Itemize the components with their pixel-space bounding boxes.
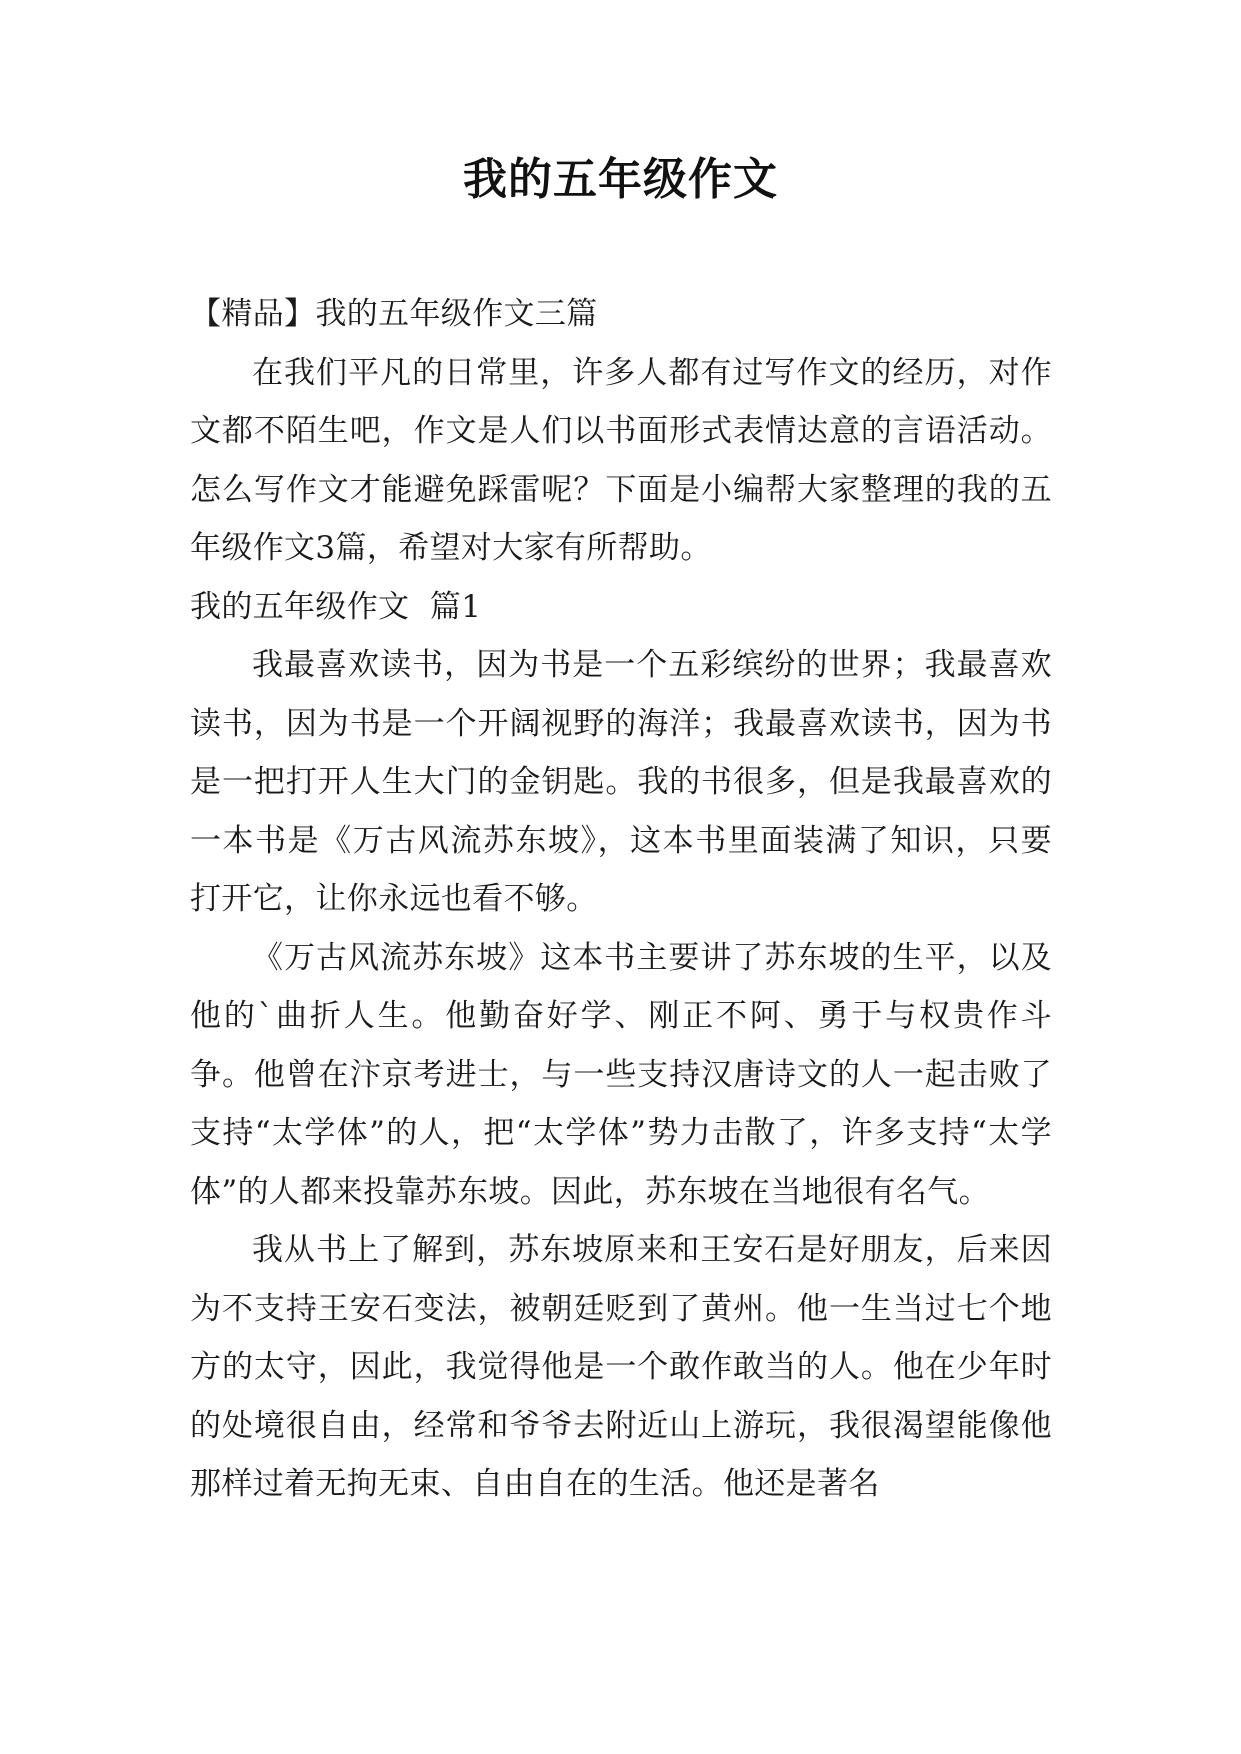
page-title: 我的五年级作文 bbox=[463, 154, 778, 205]
subtitle: 【精品】我的五年级作文三篇 bbox=[190, 296, 598, 332]
document-body bbox=[190, 285, 1052, 1514]
body-paragraph: 我最喜欢读书，因为书是一个五彩缤纷的世界；我最喜欢读书，因为书是一个开阔视野的海洋；我最喜欢读书，因为书是一把打开人生大门的金钥匙。我的书很多，但是我最喜欢的一本书是《万古风流苏东坡》，这本书里面装满了知识，只要打开它，让你永远也看不够。 bbox=[190, 647, 1052, 917]
section-heading: 我的五年级作文 篇1 bbox=[190, 588, 482, 625]
body-paragraph: 我从书上了解到，苏东坡原来和王安石是好朋友，后来因为不支持王安石变法，被朝廷贬到了黄州。他一生当过七个地方的太守，因此，我觉得他是一个敢作敢当的人。他在少年时的处境很自由，经常和爷爷去附近山上游玩，我很渴望能像他那样过着无拘无束、自由自在的生活。他还是著名 bbox=[190, 1232, 1052, 1502]
body-paragraph: 《万古风流苏东坡》这本书主要讲了苏东坡的生平，以及他的`曲折人生。他勤奋好学、刚正不阿、勇于与权贵作斗争。他曾在汴京考进士，与一些支持汉唐诗文的人一起击败了支持“太学体”的人，把“太学体”势力击散了，许多支持“太学体”的人都来投靠苏东坡。因此，苏东坡在当地很有名气。 bbox=[190, 939, 1052, 1210]
intro-paragraph: 在我们平凡的日常里，许多人都有过写作文的经历，对作文都不陌生吧，作文是人们以书面形式表情达意的言语活动。怎么写作文才能避免踩雷呢？下面是小编帮大家整理的我的五年级作文3篇，希望对大家有所帮助。 bbox=[190, 354, 1052, 566]
